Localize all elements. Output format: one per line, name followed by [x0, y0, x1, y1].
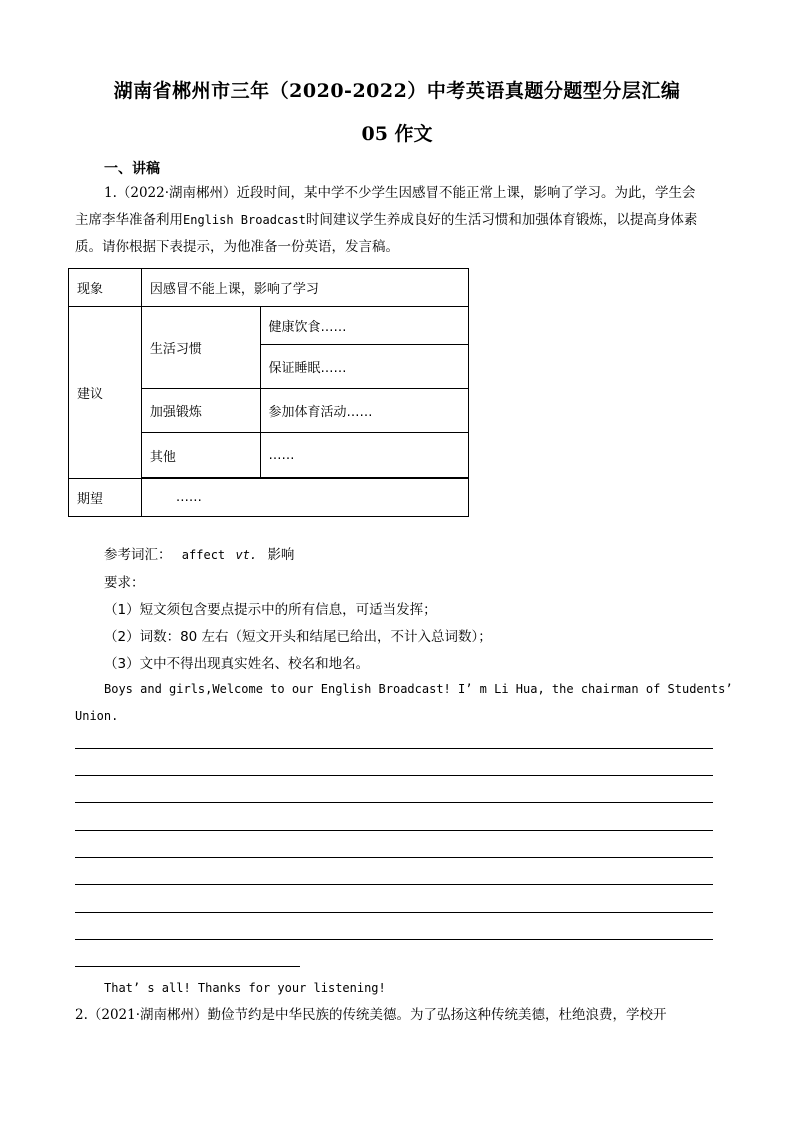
- question-2-prompt: 2.（2021·湖南郴州）勤俭节约是中华民族的传统美德。为了弘扬这种传统美德，杜绝浪费，学校开: [75, 1007, 667, 1023]
- prompt-table: [68, 268, 469, 517]
- vocab-label: 参考词汇：: [104, 547, 172, 563]
- requirement-3: （3）文中不得出现真实姓名、校名和地名。: [104, 656, 370, 672]
- table-cell-diet: 健康饮食……: [260, 307, 468, 345]
- vocab-word: affect: [181, 548, 226, 562]
- q1-line-2b: English Broadcast: [183, 213, 306, 227]
- requirement-2: （2）词数：80 左右（短文开头和结尾已给出，不计入总词数）；: [104, 629, 492, 645]
- table-cell-exercise: 加强锻炼: [141, 389, 260, 433]
- table-cell-expectation-value: ……: [141, 479, 468, 517]
- q1-line-3: 质。请你根据下表提示，为他准备一份英语，发言稿。: [75, 239, 399, 255]
- short-writing-line[interactable]: [75, 966, 300, 967]
- opening-sentence-cont: Union.: [75, 709, 119, 723]
- section-heading: 一、讲稿: [104, 161, 160, 177]
- table-row: [69, 307, 469, 345]
- writing-line[interactable]: [75, 830, 713, 831]
- writing-line[interactable]: [75, 884, 713, 885]
- table-cell-other: 其他: [141, 433, 260, 478]
- writing-line[interactable]: [75, 748, 713, 749]
- q1-line-1: 1.（2022·湖南郴州）近段时间，某中学不少学生因感冒不能正常上课，影响了学习。为此，学生会: [104, 185, 696, 201]
- vocab-line: [104, 543, 294, 563]
- table-cell-sports: 参加体育活动……: [260, 389, 468, 433]
- table-cell-expectation-label: 期望: [69, 479, 142, 517]
- table-cell-phenomenon-value: 因感冒不能上课，影响了学习: [141, 269, 468, 307]
- q1-line-2: [75, 207, 720, 234]
- table-cell-suggestion-label: 建议: [69, 307, 142, 479]
- requirement-1: （1）短文须包含要点提示中的所有信息，可适当发挥；: [104, 602, 437, 618]
- requirements-title: 要求：: [104, 575, 145, 591]
- vocab-pos: vt.: [235, 548, 258, 562]
- writing-line[interactable]: [75, 939, 713, 940]
- q1-line-2c: 时间建议学生养成良好的生活习惯和加强体育锻炼，以提高身体素: [305, 212, 698, 228]
- writing-line[interactable]: [75, 775, 713, 776]
- closing-sentence: That’ s all! Thanks for your listening!: [104, 981, 386, 995]
- table-cell-sleep: 保证睡眠……: [260, 345, 468, 389]
- writing-line[interactable]: [75, 857, 713, 858]
- table-row: [69, 269, 469, 307]
- vocab-meaning: 影响: [267, 547, 295, 563]
- writing-line[interactable]: [75, 802, 713, 803]
- document-title: 湖南省郴州市三年（2020-2022）中考英语真题分题型分层汇编: [113, 80, 681, 102]
- question-1-prompt: [75, 180, 720, 261]
- q1-line-2a: 主席李华准备利用: [75, 212, 183, 228]
- opening-sentence: Boys and girls,Welcome to our English Broadcast! I’ m Li Hua, the chairman of Students’: [104, 682, 733, 696]
- table-row: [69, 479, 469, 517]
- writing-line[interactable]: [75, 912, 713, 913]
- document-subtitle: 05 作文: [361, 123, 433, 145]
- table-cell-phenomenon-label: 现象: [69, 269, 142, 307]
- table-cell-other-value: ……: [260, 433, 468, 478]
- table-cell-life-habits: 生活习惯: [141, 307, 260, 389]
